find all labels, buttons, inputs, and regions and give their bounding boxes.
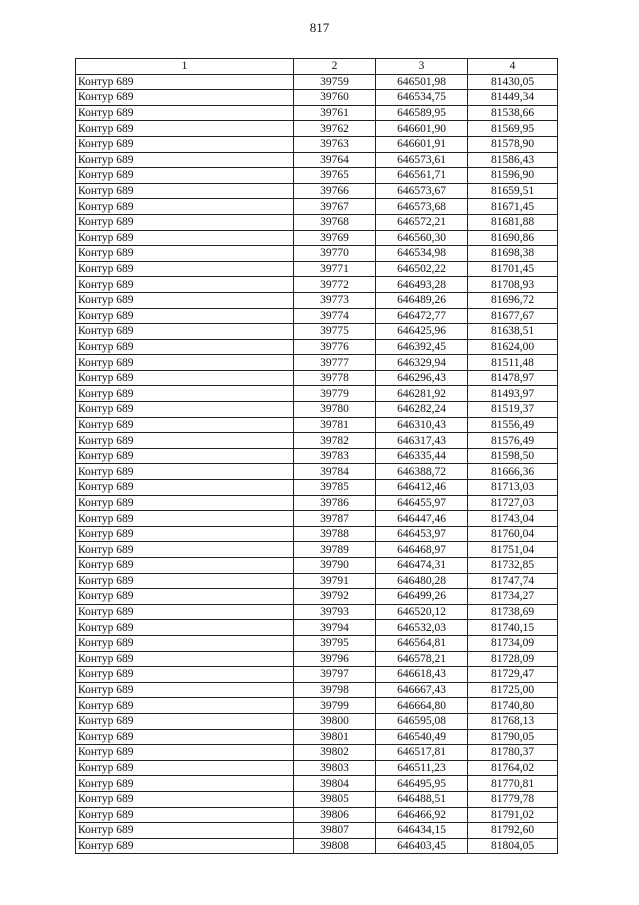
y-coordinate-cell: 81770,81 — [468, 776, 558, 792]
point-number-cell: 39762 — [294, 121, 376, 137]
contour-name-cell: Контур 689 — [76, 620, 294, 636]
table-row — [76, 168, 558, 184]
point-number-cell: 39781 — [294, 417, 376, 433]
y-coordinate-cell: 81764,02 — [468, 760, 558, 776]
table-row — [76, 745, 558, 761]
point-number-cell: 39759 — [294, 74, 376, 90]
y-coordinate-cell: 81729,47 — [468, 667, 558, 683]
table-row — [76, 495, 558, 511]
y-coordinate-cell: 81624,00 — [468, 339, 558, 355]
y-coordinate-cell: 81538,66 — [468, 105, 558, 121]
table-row — [76, 823, 558, 839]
x-coordinate-cell: 646317,43 — [376, 433, 468, 449]
y-coordinate-cell: 81659,51 — [468, 183, 558, 199]
column-header: 2 — [294, 59, 376, 75]
contour-name-cell: Контур 689 — [76, 791, 294, 807]
contour-name-cell: Контур 689 — [76, 682, 294, 698]
x-coordinate-cell: 646511,23 — [376, 760, 468, 776]
x-coordinate-cell: 646618,43 — [376, 667, 468, 683]
table-row — [76, 464, 558, 480]
point-number-cell: 39798 — [294, 682, 376, 698]
y-coordinate-cell: 81734,09 — [468, 635, 558, 651]
x-coordinate-cell: 646335,44 — [376, 448, 468, 464]
x-coordinate-cell: 646447,46 — [376, 511, 468, 527]
point-number-cell: 39800 — [294, 713, 376, 729]
y-coordinate-cell: 81478,97 — [468, 370, 558, 386]
x-coordinate-cell: 646453,97 — [376, 526, 468, 542]
x-coordinate-cell: 646573,68 — [376, 199, 468, 215]
point-number-cell: 39786 — [294, 495, 376, 511]
table-row — [76, 682, 558, 698]
contour-name-cell: Контур 689 — [76, 246, 294, 262]
contour-name-cell: Контур 689 — [76, 417, 294, 433]
x-coordinate-cell: 646560,30 — [376, 230, 468, 246]
table-row — [76, 760, 558, 776]
point-number-cell: 39808 — [294, 838, 376, 854]
point-number-cell: 39791 — [294, 573, 376, 589]
contour-name-cell: Контур 689 — [76, 495, 294, 511]
y-coordinate-cell: 81743,04 — [468, 511, 558, 527]
x-coordinate-cell: 646455,97 — [376, 495, 468, 511]
table-row — [76, 90, 558, 106]
point-number-cell: 39767 — [294, 199, 376, 215]
x-coordinate-cell: 646534,98 — [376, 246, 468, 262]
contour-name-cell: Контур 689 — [76, 292, 294, 308]
y-coordinate-cell: 81804,05 — [468, 838, 558, 854]
x-coordinate-cell: 646282,24 — [376, 402, 468, 418]
contour-name-cell: Контур 689 — [76, 152, 294, 168]
y-coordinate-cell: 81792,60 — [468, 823, 558, 839]
y-coordinate-cell: 81728,09 — [468, 651, 558, 667]
x-coordinate-cell: 646589,95 — [376, 105, 468, 121]
y-coordinate-cell: 81666,36 — [468, 464, 558, 480]
contour-name-cell: Контур 689 — [76, 90, 294, 106]
table-row — [76, 698, 558, 714]
point-number-cell: 39777 — [294, 355, 376, 371]
contour-name-cell: Контур 689 — [76, 573, 294, 589]
contour-name-cell: Контур 689 — [76, 433, 294, 449]
point-number-cell: 39797 — [294, 667, 376, 683]
point-number-cell: 39770 — [294, 246, 376, 262]
y-coordinate-cell: 81638,51 — [468, 324, 558, 340]
contour-name-cell: Контур 689 — [76, 464, 294, 480]
y-coordinate-cell: 81578,90 — [468, 136, 558, 152]
table-row — [76, 214, 558, 230]
contour-name-cell: Контур 689 — [76, 448, 294, 464]
y-coordinate-cell: 81519,37 — [468, 402, 558, 418]
y-coordinate-cell: 81725,00 — [468, 682, 558, 698]
table-row — [76, 261, 558, 277]
table-body — [76, 74, 558, 854]
y-coordinate-cell: 81713,03 — [468, 480, 558, 496]
y-coordinate-cell: 81768,13 — [468, 713, 558, 729]
point-number-cell: 39793 — [294, 604, 376, 620]
table-header-row — [76, 59, 558, 75]
y-coordinate-cell: 81790,05 — [468, 729, 558, 745]
contour-name-cell: Контур 689 — [76, 760, 294, 776]
contour-name-cell: Контур 689 — [76, 823, 294, 839]
table-row — [76, 121, 558, 137]
contour-name-cell: Контур 689 — [76, 713, 294, 729]
x-coordinate-cell: 646502,22 — [376, 261, 468, 277]
x-coordinate-cell: 646434,15 — [376, 823, 468, 839]
contour-name-cell: Контур 689 — [76, 355, 294, 371]
table-row — [76, 620, 558, 636]
table-row — [76, 635, 558, 651]
x-coordinate-cell: 646489,26 — [376, 292, 468, 308]
point-number-cell: 39784 — [294, 464, 376, 480]
x-coordinate-cell: 646595,08 — [376, 713, 468, 729]
x-coordinate-cell: 646499,26 — [376, 589, 468, 605]
x-coordinate-cell: 646296,43 — [376, 370, 468, 386]
y-coordinate-cell: 81780,37 — [468, 745, 558, 761]
x-coordinate-cell: 646495,95 — [376, 776, 468, 792]
contour-name-cell: Контур 689 — [76, 480, 294, 496]
x-coordinate-cell: 646534,75 — [376, 90, 468, 106]
contour-name-cell: Контур 689 — [76, 558, 294, 574]
y-coordinate-cell: 81747,74 — [468, 573, 558, 589]
table-row — [76, 511, 558, 527]
table-row — [76, 183, 558, 199]
y-coordinate-cell: 81449,34 — [468, 90, 558, 106]
table-row — [76, 729, 558, 745]
contour-name-cell: Контур 689 — [76, 807, 294, 823]
contour-name-cell: Контур 689 — [76, 838, 294, 854]
y-coordinate-cell: 81738,69 — [468, 604, 558, 620]
point-number-cell: 39799 — [294, 698, 376, 714]
table-row — [76, 74, 558, 90]
table-row — [76, 807, 558, 823]
y-coordinate-cell: 81740,80 — [468, 698, 558, 714]
point-number-cell: 39803 — [294, 760, 376, 776]
y-coordinate-cell: 81681,88 — [468, 214, 558, 230]
x-coordinate-cell: 646572,21 — [376, 214, 468, 230]
table-row — [76, 651, 558, 667]
contour-name-cell: Контур 689 — [76, 308, 294, 324]
y-coordinate-cell: 81696,72 — [468, 292, 558, 308]
table-row — [76, 308, 558, 324]
point-number-cell: 39764 — [294, 152, 376, 168]
point-number-cell: 39802 — [294, 745, 376, 761]
y-coordinate-cell: 81586,43 — [468, 152, 558, 168]
table-row — [76, 417, 558, 433]
table-row — [76, 370, 558, 386]
contour-name-cell: Контур 689 — [76, 370, 294, 386]
y-coordinate-cell: 81511,48 — [468, 355, 558, 371]
x-coordinate-cell: 646520,12 — [376, 604, 468, 620]
point-number-cell: 39790 — [294, 558, 376, 574]
x-coordinate-cell: 646388,72 — [376, 464, 468, 480]
contour-name-cell: Контур 689 — [76, 339, 294, 355]
y-coordinate-cell: 81569,95 — [468, 121, 558, 137]
point-number-cell: 39805 — [294, 791, 376, 807]
contour-name-cell: Контур 689 — [76, 651, 294, 667]
point-number-cell: 39807 — [294, 823, 376, 839]
x-coordinate-cell: 646532,03 — [376, 620, 468, 636]
point-number-cell: 39761 — [294, 105, 376, 121]
table-row — [76, 152, 558, 168]
table-row — [76, 713, 558, 729]
table-row — [76, 542, 558, 558]
point-number-cell: 39792 — [294, 589, 376, 605]
y-coordinate-cell: 81734,27 — [468, 589, 558, 605]
point-number-cell: 39772 — [294, 277, 376, 293]
column-header: 3 — [376, 59, 468, 75]
table-row — [76, 448, 558, 464]
y-coordinate-cell: 81596,90 — [468, 168, 558, 184]
point-number-cell: 39785 — [294, 480, 376, 496]
x-coordinate-cell: 646664,80 — [376, 698, 468, 714]
x-coordinate-cell: 646501,98 — [376, 74, 468, 90]
x-coordinate-cell: 646488,51 — [376, 791, 468, 807]
y-coordinate-cell: 81556,49 — [468, 417, 558, 433]
contour-name-cell: Контур 689 — [76, 183, 294, 199]
table-row — [76, 277, 558, 293]
point-number-cell: 39794 — [294, 620, 376, 636]
y-coordinate-cell: 81677,67 — [468, 308, 558, 324]
contour-name-cell: Контур 689 — [76, 511, 294, 527]
point-number-cell: 39760 — [294, 90, 376, 106]
x-coordinate-cell: 646403,45 — [376, 838, 468, 854]
x-coordinate-cell: 646517,81 — [376, 745, 468, 761]
contour-name-cell: Контур 689 — [76, 324, 294, 340]
y-coordinate-cell: 81708,93 — [468, 277, 558, 293]
point-number-cell: 39778 — [294, 370, 376, 386]
table-row — [76, 246, 558, 262]
y-coordinate-cell: 81740,15 — [468, 620, 558, 636]
x-coordinate-cell: 646667,43 — [376, 682, 468, 698]
point-number-cell: 39765 — [294, 168, 376, 184]
y-coordinate-cell: 81690,86 — [468, 230, 558, 246]
y-coordinate-cell: 81430,05 — [468, 74, 558, 90]
point-number-cell: 39779 — [294, 386, 376, 402]
contour-name-cell: Контур 689 — [76, 168, 294, 184]
x-coordinate-cell: 646573,61 — [376, 152, 468, 168]
point-number-cell: 39773 — [294, 292, 376, 308]
x-coordinate-cell: 646468,97 — [376, 542, 468, 558]
coordinates-table — [75, 58, 558, 854]
point-number-cell: 39806 — [294, 807, 376, 823]
point-number-cell: 39796 — [294, 651, 376, 667]
table-row — [76, 776, 558, 792]
y-coordinate-cell: 81598,50 — [468, 448, 558, 464]
x-coordinate-cell: 646540,49 — [376, 729, 468, 745]
contour-name-cell: Контур 689 — [76, 526, 294, 542]
contour-name-cell: Контур 689 — [76, 604, 294, 620]
contour-name-cell: Контур 689 — [76, 199, 294, 215]
x-coordinate-cell: 646329,94 — [376, 355, 468, 371]
contour-name-cell: Контур 689 — [76, 698, 294, 714]
point-number-cell: 39787 — [294, 511, 376, 527]
table-row — [76, 526, 558, 542]
y-coordinate-cell: 81760,04 — [468, 526, 558, 542]
y-coordinate-cell: 81779,78 — [468, 791, 558, 807]
contour-name-cell: Контур 689 — [76, 589, 294, 605]
contour-name-cell: Контур 689 — [76, 121, 294, 137]
table-row — [76, 667, 558, 683]
y-coordinate-cell: 81576,49 — [468, 433, 558, 449]
contour-name-cell: Контур 689 — [76, 214, 294, 230]
y-coordinate-cell: 81732,85 — [468, 558, 558, 574]
contour-name-cell: Контур 689 — [76, 136, 294, 152]
y-coordinate-cell: 81493,97 — [468, 386, 558, 402]
y-coordinate-cell: 81791,02 — [468, 807, 558, 823]
point-number-cell: 39795 — [294, 635, 376, 651]
table-row — [76, 604, 558, 620]
x-coordinate-cell: 646392,45 — [376, 339, 468, 355]
x-coordinate-cell: 646561,71 — [376, 168, 468, 184]
y-coordinate-cell: 81701,45 — [468, 261, 558, 277]
x-coordinate-cell: 646310,43 — [376, 417, 468, 433]
table-row — [76, 838, 558, 854]
table-row — [76, 199, 558, 215]
contour-name-cell: Контур 689 — [76, 667, 294, 683]
table-row — [76, 386, 558, 402]
page-number: 817 — [309, 20, 330, 35]
table-row — [76, 230, 558, 246]
contour-name-cell: Контур 689 — [76, 745, 294, 761]
point-number-cell: 39788 — [294, 526, 376, 542]
column-header: 1 — [76, 59, 294, 75]
table-row — [76, 589, 558, 605]
table-row — [76, 339, 558, 355]
table-row — [76, 480, 558, 496]
contour-name-cell: Контур 689 — [76, 386, 294, 402]
table-row — [76, 324, 558, 340]
contour-name-cell: Контур 689 — [76, 277, 294, 293]
y-coordinate-cell: 81698,38 — [468, 246, 558, 262]
table-row — [76, 402, 558, 418]
contour-name-cell: Контур 689 — [76, 230, 294, 246]
table-row — [76, 292, 558, 308]
x-coordinate-cell: 646601,90 — [376, 121, 468, 137]
point-number-cell: 39782 — [294, 433, 376, 449]
table-row — [76, 355, 558, 371]
contour-name-cell: Контур 689 — [76, 635, 294, 651]
x-coordinate-cell: 646466,92 — [376, 807, 468, 823]
contour-name-cell: Контур 689 — [76, 776, 294, 792]
x-coordinate-cell: 646425,96 — [376, 324, 468, 340]
x-coordinate-cell: 646412,46 — [376, 480, 468, 496]
table-row — [76, 433, 558, 449]
point-number-cell: 39771 — [294, 261, 376, 277]
column-header: 4 — [468, 59, 558, 75]
point-number-cell: 39783 — [294, 448, 376, 464]
point-number-cell: 39768 — [294, 214, 376, 230]
y-coordinate-cell: 81727,03 — [468, 495, 558, 511]
x-coordinate-cell: 646601,91 — [376, 136, 468, 152]
table-row — [76, 791, 558, 807]
contour-name-cell: Контур 689 — [76, 261, 294, 277]
point-number-cell: 39804 — [294, 776, 376, 792]
table-row — [76, 136, 558, 152]
point-number-cell: 39774 — [294, 308, 376, 324]
point-number-cell: 39789 — [294, 542, 376, 558]
point-number-cell: 39776 — [294, 339, 376, 355]
point-number-cell: 39780 — [294, 402, 376, 418]
x-coordinate-cell: 646493,28 — [376, 277, 468, 293]
table-row — [76, 558, 558, 574]
x-coordinate-cell: 646480,28 — [376, 573, 468, 589]
x-coordinate-cell: 646573,67 — [376, 183, 468, 199]
contour-name-cell: Контур 689 — [76, 105, 294, 121]
x-coordinate-cell: 646564,81 — [376, 635, 468, 651]
point-number-cell: 39769 — [294, 230, 376, 246]
contour-name-cell: Контур 689 — [76, 729, 294, 745]
y-coordinate-cell: 81671,45 — [468, 199, 558, 215]
x-coordinate-cell: 646472,77 — [376, 308, 468, 324]
point-number-cell: 39801 — [294, 729, 376, 745]
x-coordinate-cell: 646474,31 — [376, 558, 468, 574]
contour-name-cell: Контур 689 — [76, 74, 294, 90]
point-number-cell: 39763 — [294, 136, 376, 152]
table-row — [76, 105, 558, 121]
y-coordinate-cell: 81751,04 — [468, 542, 558, 558]
contour-name-cell: Контур 689 — [76, 542, 294, 558]
x-coordinate-cell: 646578,21 — [376, 651, 468, 667]
point-number-cell: 39766 — [294, 183, 376, 199]
point-number-cell: 39775 — [294, 324, 376, 340]
x-coordinate-cell: 646281,92 — [376, 386, 468, 402]
table-row — [76, 573, 558, 589]
contour-name-cell: Контур 689 — [76, 402, 294, 418]
